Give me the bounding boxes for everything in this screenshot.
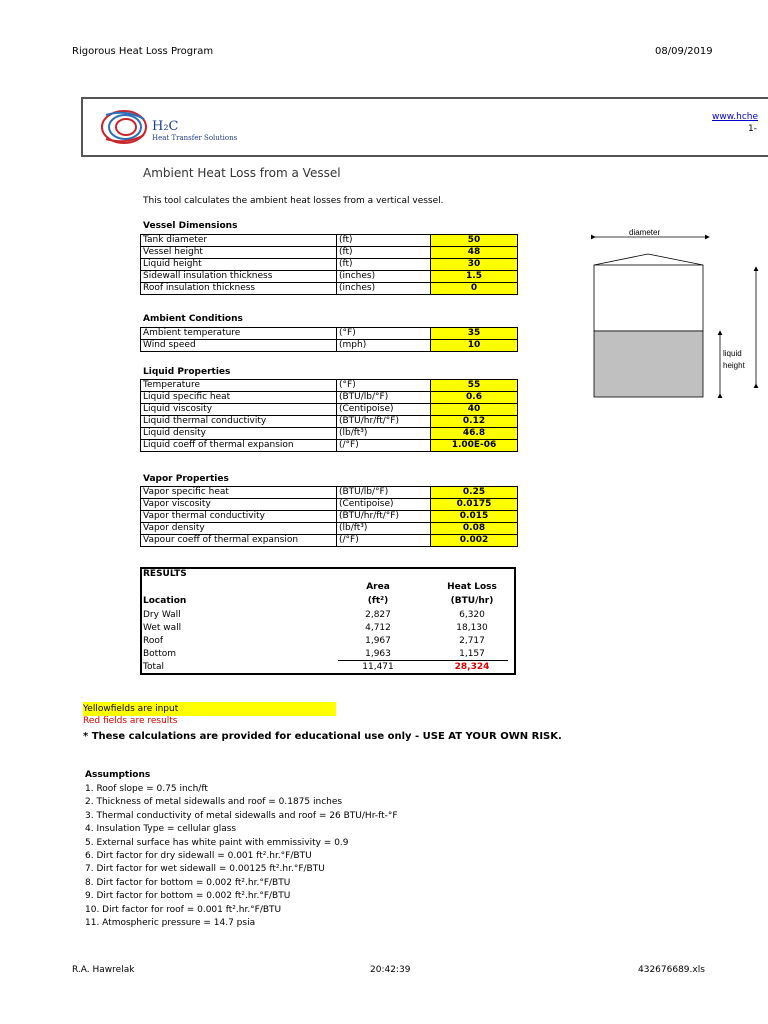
input-cell[interactable]: 1.5 [431,271,518,283]
footer-time: 20:42:39 [370,965,411,975]
table-row [141,235,518,247]
results-box [140,567,516,675]
total-divider [338,660,508,661]
tank-vapor-space [594,265,703,331]
results-heading: RESULTS [143,569,187,579]
param-unit: (BTU/lb/°F) [337,392,431,404]
result-heat-loss: 18,130 [456,623,488,633]
footer-file: 432676689.xls [638,965,705,975]
legend-input-fields: Yellowfields are input [83,702,336,716]
column-unit-area: (ft²) [367,596,389,606]
website-link[interactable]: www.hche [712,112,759,122]
param-unit: (mph) [337,340,431,352]
table-row [141,283,518,295]
param-unit: (lb/ft³) [337,428,431,440]
param-name: Vapor specific heat [141,487,337,499]
tank-liquid [594,331,703,397]
param-unit: (inches) [337,283,431,295]
param-unit: (BTU/hr/ft/°F) [337,416,431,428]
param-name: Ambient temperature [141,328,337,340]
assumption-item: 1. Roof slope = 0.75 inch/ft [85,784,208,794]
param-unit: (lb/ft³) [337,523,431,535]
intro-text: This tool calculates the ambient heat losses from a vertical vessel. [143,196,444,206]
param-name: Vapor thermal conductivity [141,511,337,523]
param-name: Wind speed [141,340,337,352]
table-row [141,340,518,352]
input-cell[interactable]: 0.25 [431,487,518,499]
liquid-height-label: height [723,361,745,370]
assumption-item: 11. Atmospheric pressure = 14.7 psia [85,918,256,929]
result-location: Roof [143,636,164,646]
table-row [141,392,518,404]
company-banner [81,97,768,157]
input-cell[interactable]: 35 [431,328,518,340]
input-cell[interactable]: 40 [431,404,518,416]
tank-roof [594,254,703,265]
assumption-item: 7. Dirt factor for wet sidewall = 0.00125 ft².hr.°F/BTU [85,864,325,875]
vapor-properties-table [140,486,518,547]
input-cell[interactable]: 55 [431,380,518,392]
result-location: Dry Wall [143,610,181,620]
assumption-item: 10. Dirt factor for roof = 0.001 ft².hr.°F/BTU [85,904,282,915]
param-name: Liquid thermal conductivity [141,416,337,428]
param-name: Liquid density [141,428,337,440]
diameter-label: diameter [629,228,661,237]
input-cell[interactable]: 50 [431,235,518,247]
input-cell[interactable]: 0.002 [431,535,518,547]
print-date: 08/09/2019 [655,46,713,57]
table-row [141,428,518,440]
input-cell[interactable]: 10 [431,340,518,352]
table-row [141,499,518,511]
total-label: Total [143,662,165,672]
input-cell[interactable]: 48 [431,247,518,259]
param-name: Sidewall insulation thickness [141,271,337,283]
program-title: Rigorous Heat Loss Program [72,46,214,57]
total-heat-loss: 28,324 [454,662,490,672]
table-row [141,487,518,499]
param-name: Liquid specific heat [141,392,337,404]
assumption-item: 9. Dirt factor for bottom = 0.002 ft².hr.°F/BTU [85,891,291,902]
input-cell[interactable]: 0.6 [431,392,518,404]
total-area: 11,471 [362,662,394,672]
table-row [141,523,518,535]
param-name: Vapor viscosity [141,499,337,511]
param-unit: (Centipoise) [337,499,431,511]
param-name: Vapor density [141,523,337,535]
column-header-location: Location [143,596,187,606]
result-area: 1,967 [365,636,391,646]
param-name: Vessel height [141,247,337,259]
param-name: Liquid viscosity [141,404,337,416]
tank-diagram [585,225,768,405]
input-cell[interactable]: 30 [431,259,518,271]
table-row [141,535,518,547]
section-heading-liquid: Liquid Properties [143,367,231,377]
result-heat-loss: 2,717 [459,636,485,646]
ambient-conditions-table [140,327,518,352]
param-unit: (inches) [337,271,431,283]
assumption-item: 6. Dirt factor for dry sidewall = 0.001 ft².hr.°F/BTU [85,851,312,862]
result-area: 4,712 [365,623,391,633]
table-row [141,328,518,340]
assumption-item: 8. Dirt factor for bottom = 0.002 ft².hr.°F/BTU [85,877,291,888]
input-cell[interactable]: 0.015 [431,511,518,523]
column-unit-heat-loss: (BTU/hr) [450,596,494,606]
logo-subtitle: Heat Transfer Solutions [152,134,238,142]
legend-result-fields: Red fields are results [83,716,178,726]
param-name: Liquid height [141,259,337,271]
param-unit: (Centipoise) [337,404,431,416]
input-cell[interactable]: 0.0175 [431,499,518,511]
param-unit: (°F) [337,380,431,392]
column-header-area: Area [366,582,390,592]
table-row [141,511,518,523]
param-unit: (ft) [337,247,431,259]
param-unit: (°F) [337,328,431,340]
table-row [141,404,518,416]
input-cell[interactable]: 1.00E-06 [431,440,518,452]
table-row [141,271,518,283]
liquid-properties-table [140,379,518,452]
section-heading-ambient: Ambient Conditions [143,314,243,324]
logo-name: H₂C [152,119,179,134]
param-unit: (/°F) [337,440,431,452]
param-name: Temperature [141,380,337,392]
result-area: 1,963 [365,649,391,659]
result-location: Wet wall [143,623,182,633]
input-cell[interactable]: 0 [431,283,518,295]
result-area: 2,827 [365,610,391,620]
liquid-height-label: liquid [723,349,742,358]
phone-number: 1- [748,124,757,134]
param-name: Tank diameter [141,235,337,247]
table-row [141,259,518,271]
result-heat-loss: 6,320 [459,610,485,620]
assumption-item: 4. Insulation Type = cellular glass [85,824,237,835]
table-row [141,416,518,428]
param-unit: (BTU/lb/°F) [337,487,431,499]
input-cell[interactable]: 46.8 [431,428,518,440]
param-unit: (BTU/hr/ft/°F) [337,511,431,523]
page-title: Ambient Heat Loss from a Vessel [143,166,341,180]
input-cell[interactable]: 0.08 [431,523,518,535]
table-row [141,440,518,452]
param-unit: (ft) [337,235,431,247]
assumptions-list [85,783,398,930]
section-heading-vessel: Vessel Dimensions [143,221,238,231]
param-name: Vapour coeff of thermal expansion [141,535,337,547]
param-unit: (/°F) [337,535,431,547]
result-heat-loss: 1,157 [459,649,485,659]
assumption-item: 2. Thickness of metal sidewalls and roof = 0.1875 inches [85,797,343,808]
param-unit: (ft) [337,259,431,271]
section-heading-vapor: Vapor Properties [143,474,229,484]
assumptions-heading: Assumptions [85,770,151,780]
assumption-item: 5. External surface has white paint with emmissivity = 0.9 [85,837,349,848]
disclaimer: * These calculations are provided for educational use only - USE AT YOUR OWN RISK. [83,731,562,742]
assumption-item: 3. Thermal conductivity of metal sidewalls and roof = 26 BTU/Hr-ft-°F [85,810,398,821]
footer-author: R.A. Hawrelak [72,965,135,975]
input-cell[interactable]: 0.12 [431,416,518,428]
param-name: Liquid coeff of thermal expansion [141,440,337,452]
vessel-dimensions-table [140,234,518,295]
table-row [141,247,518,259]
column-header-heat-loss: Heat Loss [447,582,497,592]
table-row [141,380,518,392]
result-location: Bottom [143,649,177,659]
param-name: Roof insulation thickness [141,283,337,295]
